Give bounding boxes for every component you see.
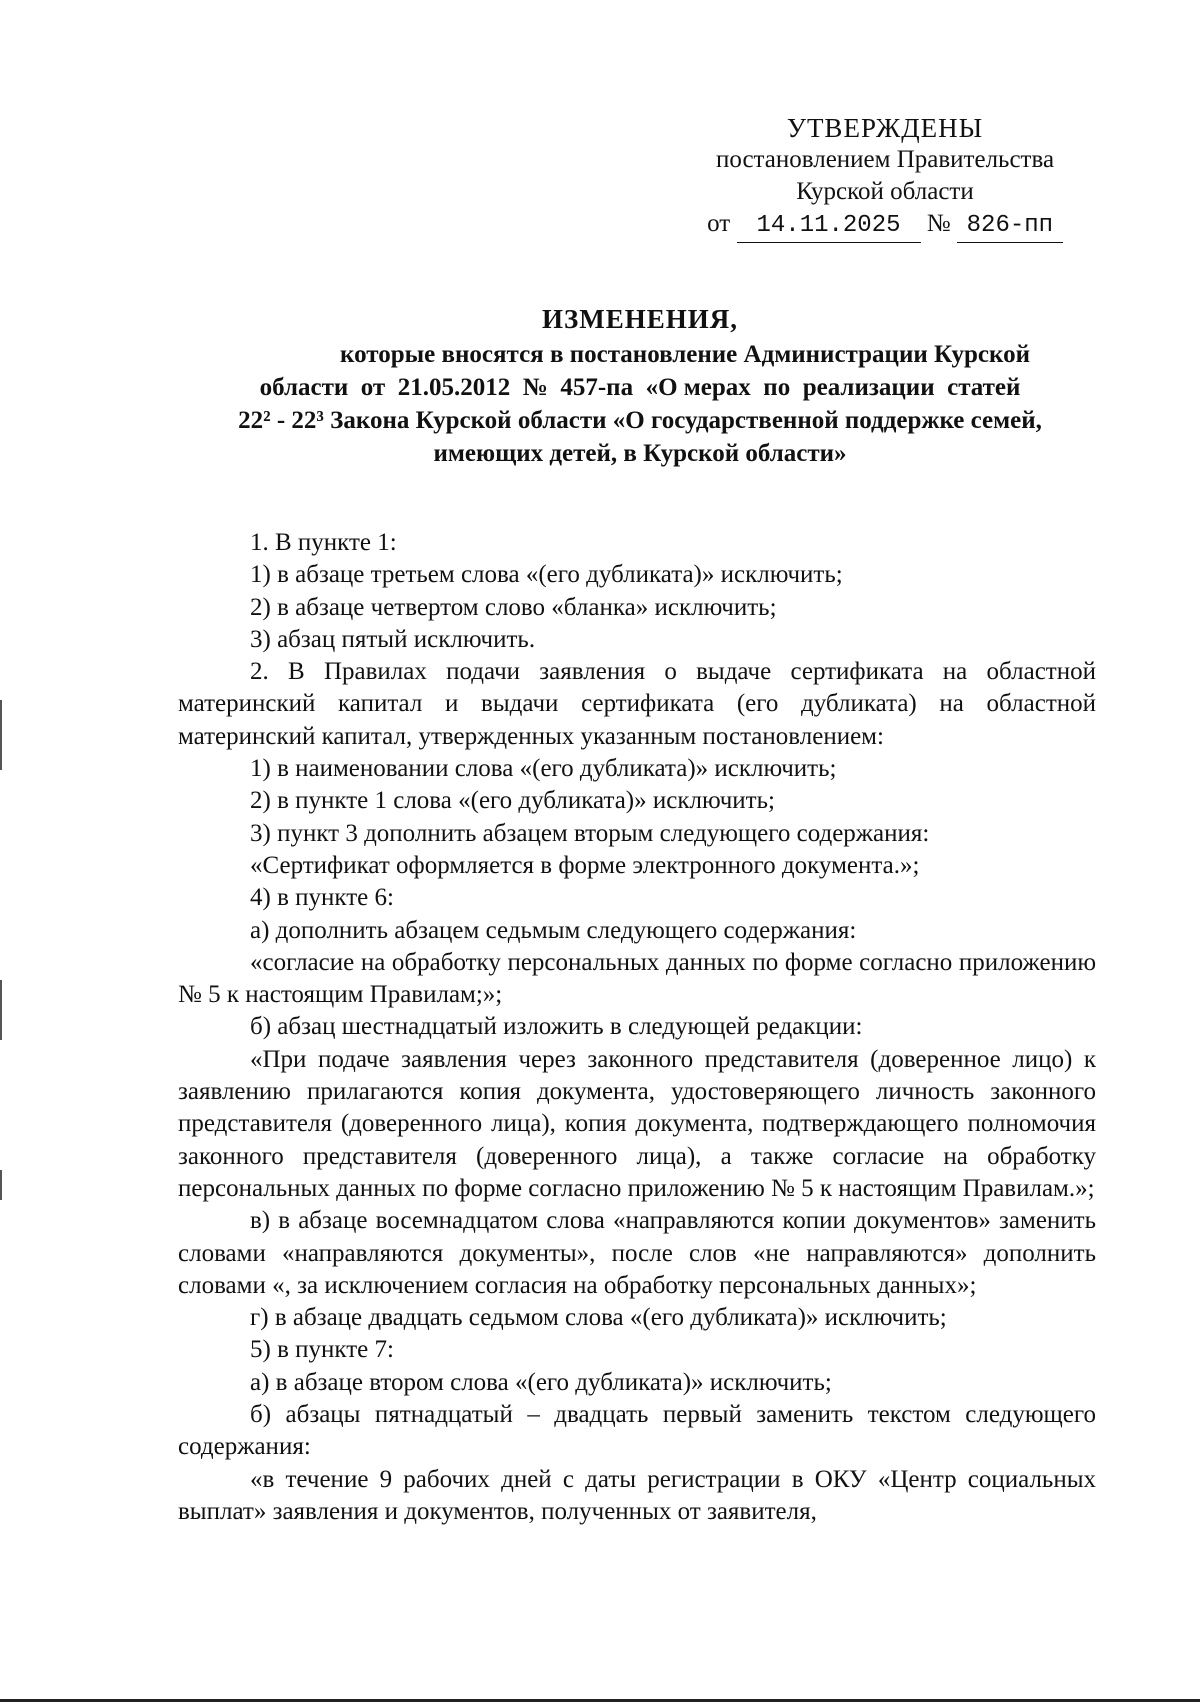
document-title: [175, 303, 1105, 470]
paragraph: 3) абзац пятый исключить.: [250, 625, 536, 653]
paragraph: «Сертификат оформляется в форме электронного документа.»;: [250, 851, 920, 879]
paragraph: а) дополнить абзацем седьмым следующего содержания:: [250, 916, 857, 944]
paragraph: 5) в пункте 7:: [250, 1336, 394, 1364]
scan-bottom-edge: [0, 1699, 1200, 1702]
paragraph: 1) в наименовании слова «(его дубликата)» исключить;: [250, 755, 837, 783]
paragraph: 2. В Правилах подачи заявления о выдаче сертификата на областной материнский капитал и выдачи сертификата (его дубликата) на областной материнский капитал, утвержденных указанным постановлением:: [178, 658, 1096, 750]
paragraph: 1. В пункте 1:: [250, 529, 397, 556]
number-prefix: №: [926, 210, 951, 237]
title-line-2: области от 21.05.2012 № 457-па «О мерах по реализации статей: [259, 374, 1021, 401]
paragraph: «согласие на обработку персональных данных по форме согласно приложению № 5 к настоящим Правилам;»;: [178, 948, 1096, 1009]
paragraph: г) в абзаце двадцать седьмом слова «(его дубликата)» исключить;: [250, 1304, 947, 1332]
approval-number: 826-пп: [957, 210, 1063, 243]
paragraph: 2) в пункте 1 слова «(его дубликата)» исключить;: [250, 787, 775, 815]
scan-edge-mark: [0, 980, 2, 1040]
paragraph: 3) пункт 3 дополнить абзацем вторым следующего содержания:: [250, 819, 930, 847]
paragraph: 1) в абзаце третьем слова «(его дубликата)» исключить;: [250, 561, 843, 589]
title-line-4: имеющих детей, в Курской области»: [433, 440, 847, 467]
paragraph: 2) в абзаце четвертом слово «бланка» исключить;: [250, 593, 777, 621]
paragraph: «При подаче заявления через законного представителя (доверенное лицо) к заявлению прилагаются копия документа, удостоверяющего личность законного представителя (доверенного лица), копия документа, подтверждающего полномочия законного представителя (доверенного лица), а также согласие на обработку персональных данных по форме согласно приложению № 5 к настоящим Правилам.»;: [178, 1045, 1096, 1202]
paragraph: 4) в пункте 6:: [250, 884, 394, 912]
scan-edge-mark: [0, 1170, 2, 1200]
title-main: ИЗМЕНЕНИЯ,: [541, 304, 738, 334]
approval-line-1: постановлением Правительства: [715, 146, 1055, 173]
approval-title: УТВЕРЖДЕНЫ: [786, 113, 984, 143]
title-line-1: которые вносятся в постановление Администрации Курской: [340, 341, 1030, 368]
approval-date: 14.11.2025: [737, 210, 921, 243]
paragraph: «в течение 9 рабочих дней с даты регистрации в ОКУ «Центр социальных выплат» заявления и документов, полученных от заявителя,: [178, 1465, 1096, 1525]
title-line-3: 22² - 22³ Закона Курской области «О государственной поддержке семей,: [238, 407, 1042, 434]
paragraph: б) абзац шестнадцатый изложить в следующей редакции:: [250, 1013, 863, 1041]
date-prefix: от: [707, 210, 731, 237]
approval-stamp: [680, 112, 1090, 243]
scan-edge-mark: [0, 700, 2, 770]
approval-date-line: [680, 208, 1090, 243]
paragraph: а) в абзаце втором слова «(его дубликата)» исключить;: [250, 1368, 832, 1396]
paragraph: б) абзацы пятнадцатый – двадцать первый заменить текстом следующего содержания:: [178, 1401, 1096, 1461]
document-body: [178, 527, 1096, 1528]
paragraph: в) в абзаце восемнадцатом слова «направляются копии документов» заменить словами «направляются документы», после слов «не направляются» дополнить словами «, за исключением согласия на обработку персональных данных»;: [178, 1207, 1096, 1299]
approval-line-2: Курской области: [796, 178, 974, 205]
